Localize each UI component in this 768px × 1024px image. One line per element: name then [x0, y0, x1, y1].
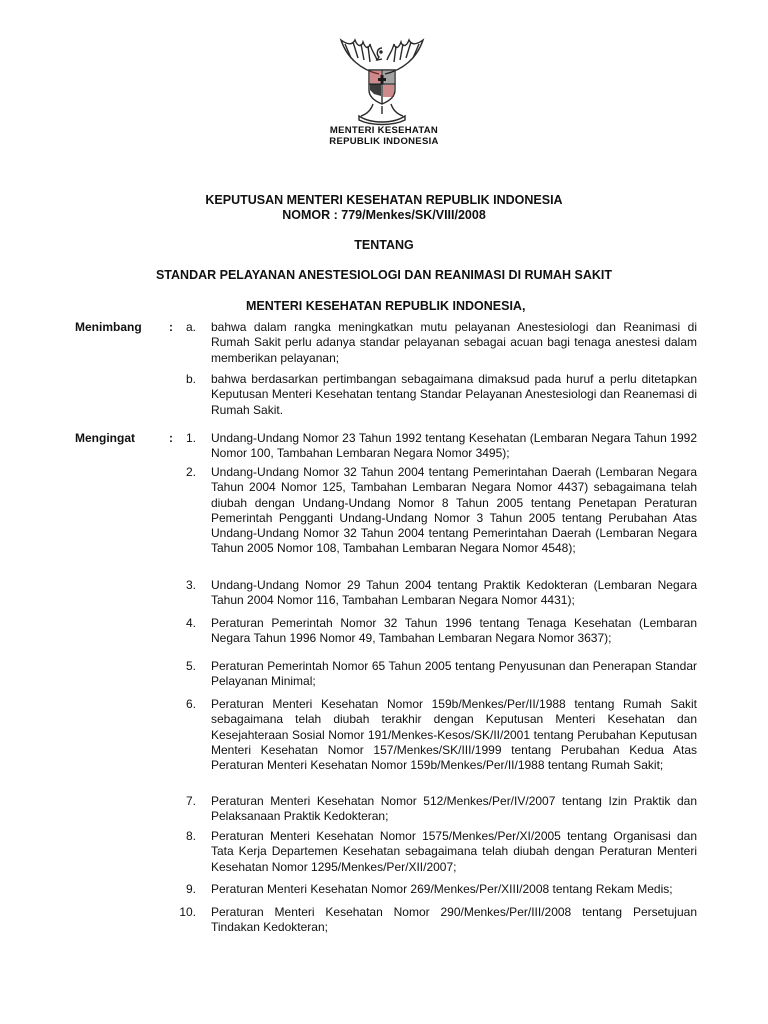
decree-title: KEPUTUSAN MENTERI KESEHATAN REPUBLIK INDONESIA — [205, 193, 563, 207]
item-number: 7. — [185, 794, 196, 808]
menimbang-colon: : — [169, 320, 173, 334]
item-text: bahwa dalam rangka meningkatkan mutu pelayanan Anestesiologi dan Reanimasi di Rumah Sakit perlu adanya standar pelayanan sebagai acuan bagi tenaga anestesi dalam memberikan pelayanan; — [211, 320, 697, 365]
decree-number: NOMOR : 779/Menkes/SK/VIII/2008 — [282, 208, 486, 222]
item-number: 1. — [185, 431, 196, 445]
item-number: 5. — [185, 659, 196, 673]
item-text: Peraturan Menteri Kesehatan Nomor 290/Menkes/Per/III/2008 tentang Persetujuan Tindakan Kedokteran; — [211, 905, 697, 935]
item-text: Peraturan Menteri Kesehatan Nomor 159b/Menkes/Per/II/1988 tentang Rumah Sakit sebagaimana telah diubah terakhir dengan Keputusan Menteri Kesehatan dan Kesejahteraan Sosial Nomor 191/Menkes-Kesos/SK/II/2001 tentang Perubahan Keputusan Menteri Kesehatan Nomor 157/Menkes/SK/III/1999 tentang Perubahan Kedua Atas Peraturan Menteri Kesehatan Nomor 159b/Menkes/Per/II/1988 tentang Rumah Sakit; — [211, 697, 697, 773]
item-number: 4. — [185, 616, 196, 630]
decree-subject: STANDAR PELAYANAN ANESTESIOLOGI DAN REANIMASI DI RUMAH SAKIT — [155, 268, 613, 282]
item-number: 2. — [185, 465, 196, 479]
ministry-name-line1: MENTERI KESEHATAN — [329, 125, 439, 136]
garuda-emblem-icon — [331, 34, 433, 126]
item-number: a. — [185, 320, 196, 334]
issuer-line: MENTERI KESEHATAN REPUBLIK INDONESIA, — [246, 299, 526, 313]
item-text: Undang-Undang Nomor 29 Tahun 2004 tentang Praktik Kedokteran (Lembaran Negara Tahun 2004 Nomor 116, Tambahan Lembaran Negara Nomor 4431); — [211, 578, 697, 608]
item-number: 9. — [185, 882, 196, 896]
menimbang-label: Menimbang — [75, 320, 142, 334]
tentang-heading: TENTANG — [354, 238, 414, 252]
item-number: 8. — [185, 829, 196, 843]
item-text: bahwa berdasarkan pertimbangan sebagaimana dimaksud pada huruf a perlu ditetapkan Keputusan Menteri Kesehatan tentang Standar Pelayanan Anestesiologi dan Reanemasi di Rumah Sakit. — [211, 372, 697, 417]
item-text: Peraturan Menteri Kesehatan Nomor 512/Menkes/Per/IV/2007 tentang Izin Praktik dan Pelaksanaan Praktik Kedokteran; — [211, 794, 697, 824]
item-text: Peraturan Pemerintah Nomor 32 Tahun 1996 tentang Tenaga Kesehatan (Lembaran Negara Tahun 1996 Nomor 49, Tambahan Lembaran Negara Nomor 3637); — [211, 616, 697, 646]
mengingat-label: Mengingat — [75, 431, 135, 445]
item-number: 10. — [179, 905, 196, 919]
item-text: Peraturan Pemerintah Nomor 65 Tahun 2005 tentang Penyusunan dan Penerapan Standar Pelayanan Minimal; — [211, 659, 697, 689]
item-number: b. — [185, 372, 196, 386]
item-number: 3. — [185, 578, 196, 592]
ministry-name-line2: REPUBLIK INDONESIA — [329, 136, 439, 147]
item-text: Peraturan Menteri Kesehatan Nomor 269/Menkes/Per/XIII/2008 tentang Rekam Medis; — [211, 882, 673, 896]
item-number: 6. — [185, 697, 196, 711]
item-text: Undang-Undang Nomor 23 Tahun 1992 tentang Kesehatan (Lembaran Negara Tahun 1992 Nomor 100, Tambahan Lembaran Negara Nomor 3495); — [211, 431, 697, 461]
item-text: Undang-Undang Nomor 32 Tahun 2004 tentang Pemerintahan Daerah (Lembaran Negara Tahun 2004 Nomor 125, Tambahan Lembaran Negara Nomor 4437) sebagaimana telah diubah dengan Undang-Undang Nomor 8 Tahun 2005 tentang Penetapan Peraturan Pemerintah Pengganti Undang-Undang Nomor 3 Tahun 2005 tentang Perubahan Atas Undang-Undang Nomor 32 Tahun 2004 tentang Pemerintahan Daerah (Lembaran Negara Tahun 2005 Nomor 108, Tambahan Lembaran Negara Nomor 4548); — [211, 465, 697, 556]
item-text: Peraturan Menteri Kesehatan Nomor 1575/Menkes/Per/XI/2005 tentang Organisasi dan Tata Kerja Departemen Kesehatan sebagaimana telah diubah dengan Peraturan Menteri Kesehatan Nomor 1295/Menkes/Per/XII/2007; — [211, 829, 697, 874]
mengingat-colon: : — [169, 431, 173, 445]
